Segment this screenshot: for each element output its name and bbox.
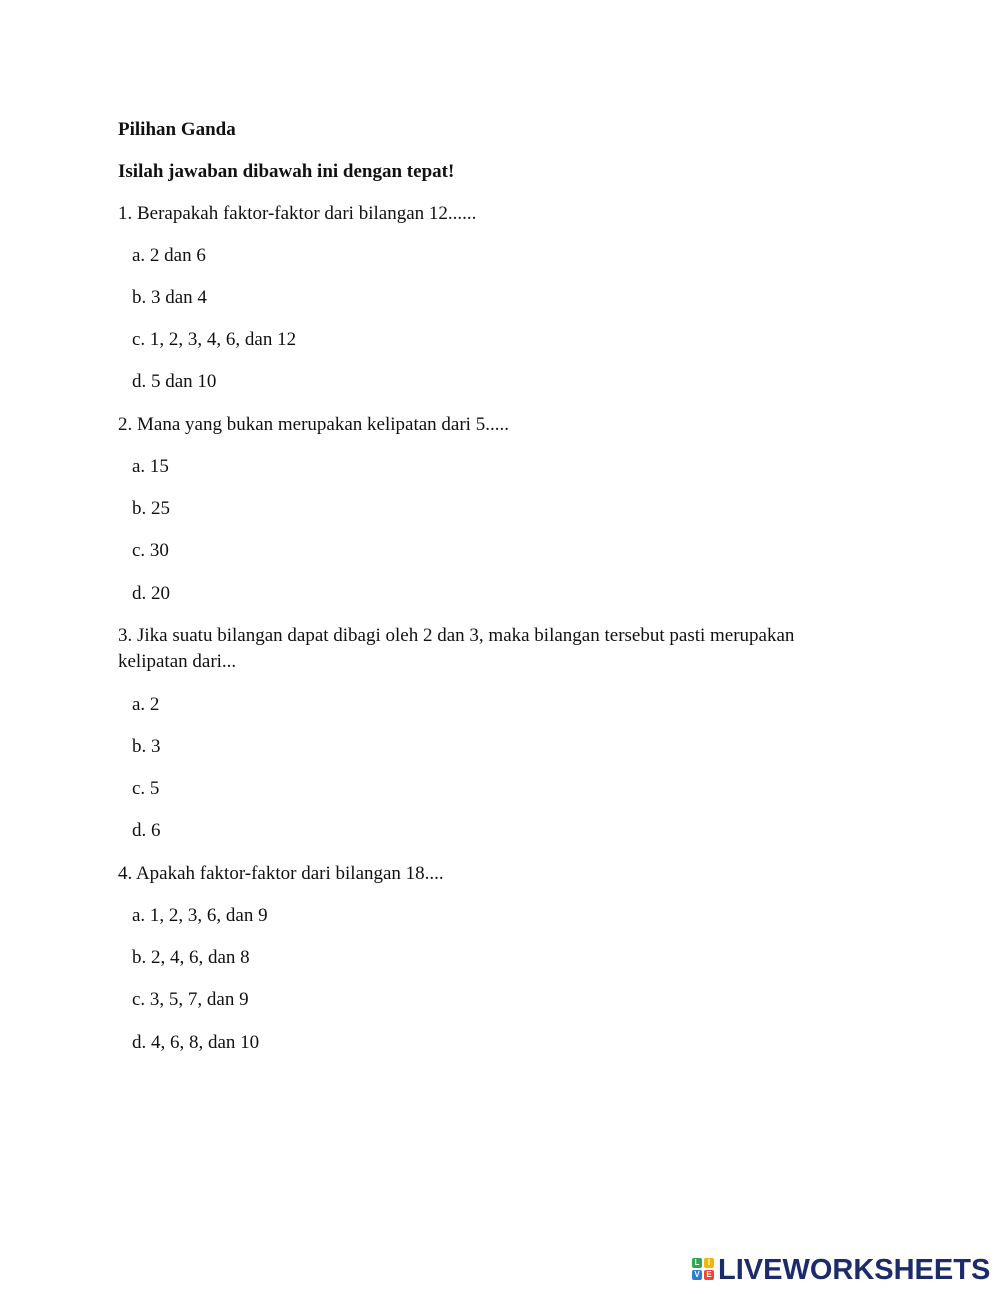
- liveworksheets-wordmark: LIVEWORKSHEETS: [718, 1254, 991, 1286]
- liveworksheets-mark-icon: L I V E: [692, 1258, 716, 1282]
- question-2-option-d[interactable]: d. 20: [132, 583, 170, 604]
- question-1-option-a[interactable]: a. 2 dan 6: [132, 245, 206, 266]
- section-heading: Pilihan Ganda: [118, 119, 236, 140]
- question-1-option-b[interactable]: b. 3 dan 4: [132, 287, 207, 308]
- instruction-text: Isilah jawaban dibawah ini dengan tepat!: [118, 161, 455, 182]
- liveworksheets-logo[interactable]: [692, 1253, 990, 1287]
- question-4-option-c[interactable]: c. 3, 5, 7, dan 9: [132, 989, 249, 1010]
- question-1-option-c[interactable]: c. 1, 2, 3, 4, 6, dan 12: [132, 329, 297, 350]
- question-2-option-b[interactable]: b. 25: [132, 498, 170, 519]
- question-2: 2. Mana yang bukan merupakan kelipatan dari 5.....: [118, 414, 509, 435]
- question-4-option-d[interactable]: d. 4, 6, 8, dan 10: [132, 1032, 260, 1053]
- question-2-option-a[interactable]: a. 15: [132, 456, 169, 477]
- question-3-option-d[interactable]: d. 6: [132, 820, 161, 841]
- question-3-option-c[interactable]: c. 5: [132, 778, 160, 799]
- question-4-option-a[interactable]: a. 1, 2, 3, 6, dan 9: [132, 905, 268, 926]
- question-4: 4. Apakah faktor-faktor dari bilangan 18....: [118, 863, 444, 884]
- question-1-option-d[interactable]: d. 5 dan 10: [132, 371, 217, 392]
- question-3-option-a[interactable]: a. 2: [132, 694, 160, 715]
- question-4-option-b[interactable]: b. 2, 4, 6, dan 8: [132, 947, 250, 968]
- question-3-option-b[interactable]: b. 3: [132, 736, 161, 757]
- question-1: 1. Berapakah faktor-faktor dari bilangan 12......: [118, 203, 477, 224]
- question-3: 3. Jika suatu bilangan dapat dibagi oleh 2 dan 3, maka bilangan tersebut pasti merupakan kelipatan dari...: [118, 625, 795, 672]
- question-2-option-c[interactable]: c. 30: [132, 540, 169, 561]
